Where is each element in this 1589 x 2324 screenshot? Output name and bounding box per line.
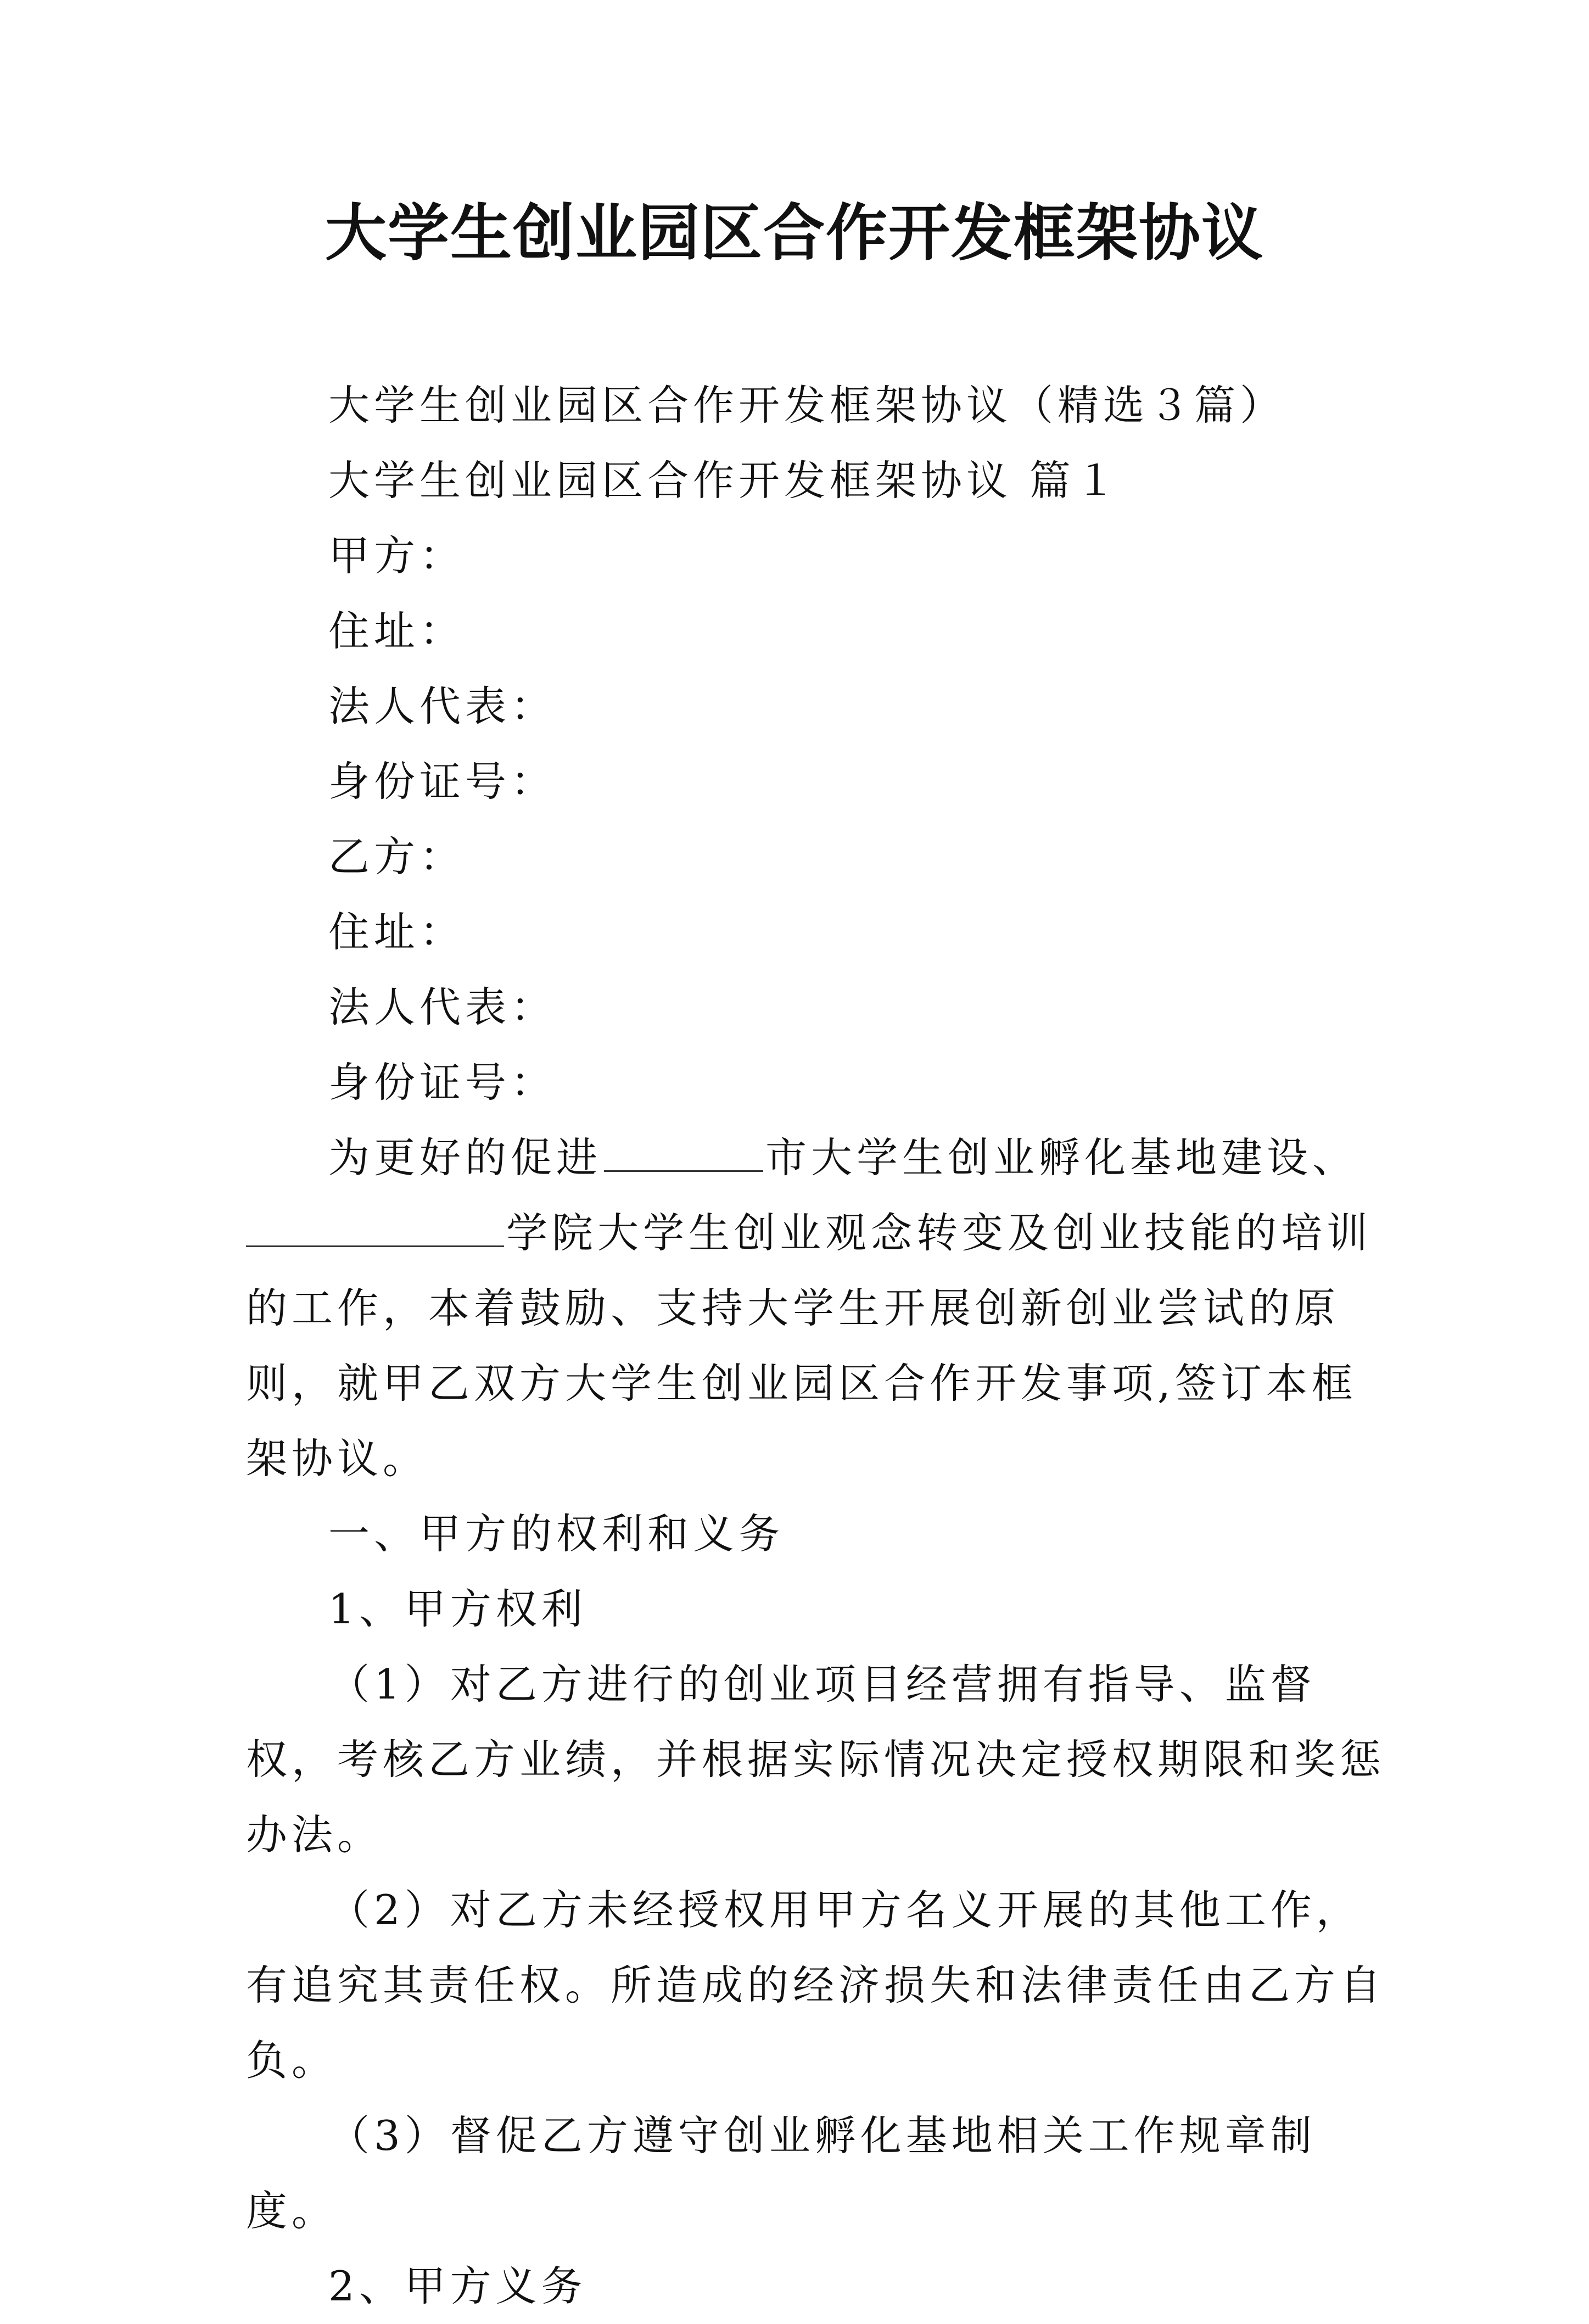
section-heading: 大学生创业园区合作开发框架协议 篇１ <box>328 456 1121 505</box>
preamble-part3: 学院大学生创业观念转变及创业技能的培训的工作，本着鼓励、支持大学生开展创新创业尝试的原则，就甲乙双方大学生创业园区合作开发事项,签订本框架协议。 <box>246 1209 1373 1483</box>
party-b-address-label: 住址： <box>328 908 466 956</box>
party-b-legal-rep-label: 法人代表： <box>328 983 557 1031</box>
article-1-heading: 一、甲方的权利和义务 <box>328 1510 785 1558</box>
document-body <box>246 368 1387 2324</box>
preamble-part1: 为更好的促进 <box>328 1133 602 1182</box>
party-a-id-label: 身份证号： <box>328 757 557 806</box>
party-b-id-label: 身份证号： <box>328 1058 557 1107</box>
city-blank <box>604 1136 763 1172</box>
subtitle: 大学生创业园区合作开发框架协议（精选３篇） <box>328 381 1286 429</box>
party-a-address-label: 住址： <box>328 607 466 655</box>
clause-1-heading: 1、甲方权利 <box>328 1585 587 1633</box>
party-a-label: 甲方： <box>328 532 466 580</box>
party-b-label: 乙方： <box>328 833 466 881</box>
school-blank <box>246 1211 504 1247</box>
document-title: 大学生创业园区合作开发框架协议 <box>325 198 1264 269</box>
clause-2-heading: 2、甲方义务 <box>328 2262 587 2310</box>
clause-1-item-1: （1）对乙方进行的创业项目经营拥有指导、监督权，考核乙方业绩，并根据实际情况决定授权期限和奖惩办法。 <box>246 1660 1386 1859</box>
clause-1-item-3: （3）督促乙方遵守创业孵化基地相关工作规章制度。 <box>246 2111 1316 2235</box>
clause-1-item-2: （2）对乙方未经授权用甲方名义开展的其他工作，有追究其责任权。所造成的经济损失和法律责任由乙方自负。 <box>246 1886 1386 2085</box>
preamble-paragraph <box>246 1120 1387 1496</box>
party-a-legal-rep-label: 法人代表： <box>328 682 557 730</box>
preamble-part2: 市大学生创业孵化基地建设、 <box>765 1133 1358 1182</box>
